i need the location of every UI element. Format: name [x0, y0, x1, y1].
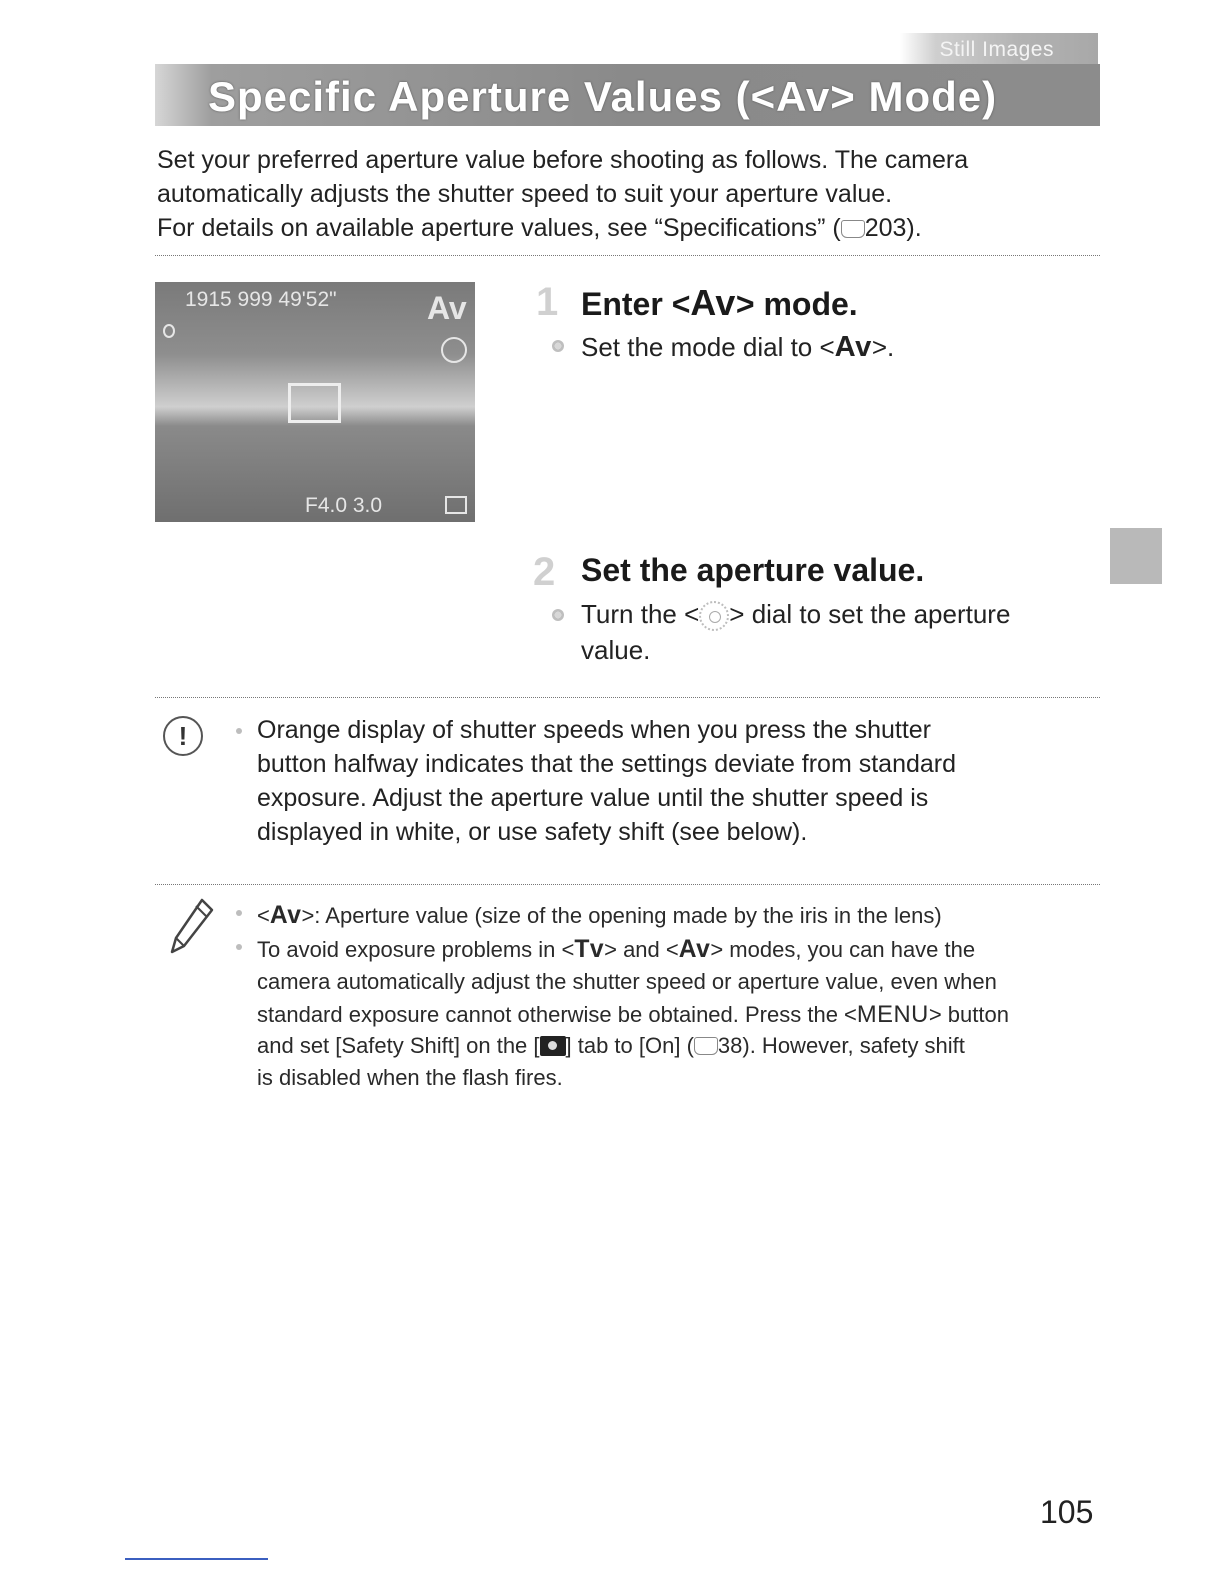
control-dial-icon — [699, 601, 729, 631]
intro-line-1: Set your preferred aperture value before shooting as follows. The camera — [157, 146, 969, 174]
book-icon — [694, 1037, 718, 1055]
chapter-side-tab — [1110, 528, 1162, 584]
book-icon — [841, 220, 865, 238]
step-2-text-line-2: value. — [581, 635, 651, 665]
bullet-icon — [236, 728, 242, 734]
camera-tab-icon — [540, 1036, 566, 1056]
caution-line-1: Orange display of shutter speeds when you press the shutter — [257, 716, 931, 744]
note-line-4-suffix: > button — [928, 1002, 1009, 1027]
divider — [155, 255, 1100, 256]
step-bullet-icon — [552, 340, 564, 352]
image-stabilizer-icon — [445, 496, 467, 514]
step-2-title: Set the aperture value. — [581, 552, 925, 588]
section-tab: Still Images — [900, 33, 1098, 67]
note-item-2-c: > modes, you can have the — [710, 937, 976, 962]
menu-button-label: MENU — [856, 1001, 929, 1028]
af-frame — [288, 383, 341, 423]
divider — [155, 697, 1100, 698]
note-line-6: is disabled when the flash fires. — [257, 1065, 563, 1090]
divider — [155, 884, 1100, 885]
caution-line-3: exposure. Adjust the aperture value until the shutter speed is — [257, 784, 929, 812]
note-item-1 — [257, 902, 942, 930]
note-line-4-prefix: standard exposure cannot otherwise be obtained. Press the < — [257, 1002, 857, 1027]
step-1-number: 1 — [536, 280, 559, 324]
step-2-number: 2 — [533, 550, 556, 594]
note-line-4 — [257, 1001, 1009, 1029]
note-line-5-b: ] tab to [On] ( — [565, 1033, 694, 1058]
camera-screen-image — [155, 282, 475, 522]
pencil-note-icon — [168, 896, 216, 956]
step-1-text-prefix: Set the mode dial to < — [581, 332, 835, 362]
bullet-icon — [236, 944, 242, 950]
bottom-rule — [125, 1558, 268, 1560]
intro-line-3-suffix: 203). — [864, 214, 922, 242]
note-item-2-b: > and < — [604, 937, 679, 962]
intro-line-3-prefix: For details on available aperture values, see “Specifications” ( — [157, 214, 841, 242]
av-mode-label: Av — [269, 902, 302, 929]
step-2-text — [581, 599, 1010, 631]
intro-line-3 — [157, 214, 922, 243]
step-1-title — [581, 283, 858, 324]
note-item-2 — [257, 936, 975, 964]
page-title: Specific Aperture Values (<Av> Mode) — [208, 73, 998, 120]
note-item-1-prefix: < — [257, 903, 270, 928]
av-mode-label: Av — [678, 936, 711, 963]
caution-line-4: displayed in white, or use safety shift (see below). — [257, 818, 808, 846]
step-2-text-prefix: Turn the < — [581, 599, 700, 629]
av-mode-label: Av — [690, 283, 736, 323]
intro-line-2: automatically adjusts the shutter speed to suit your aperture value. — [157, 180, 893, 208]
screen-mode: Av — [427, 290, 467, 326]
flash-off-icon — [441, 337, 467, 363]
step-bullet-icon — [552, 609, 564, 621]
step-1-title-suffix: > mode. — [735, 286, 858, 322]
step-2-text-suffix: > dial to set the aperture — [729, 599, 1011, 629]
screen-bottom-info: F4.0 3.0 — [305, 494, 383, 517]
page-number: 105 — [1040, 1494, 1094, 1530]
av-mode-label: Av — [834, 331, 872, 363]
bullet-icon — [236, 910, 242, 916]
self-timer-icon — [163, 324, 175, 338]
step-1-text-suffix: >. — [871, 332, 895, 362]
step-1-text — [581, 331, 894, 364]
note-line-5 — [257, 1033, 965, 1059]
note-line-5-a: and set [Safety Shift] on the [ — [257, 1033, 540, 1058]
caution-line-2: button halfway indicates that the settings deviate from standard — [257, 750, 957, 778]
note-item-2-a: To avoid exposure problems in < — [257, 937, 575, 962]
note-line-3: camera automatically adjust the shutter speed or aperture value, even when — [257, 969, 997, 994]
tv-mode-label: Tv — [574, 936, 605, 963]
screen-info-top: 1915 999 49'52" — [185, 288, 337, 311]
step-1-title-prefix: Enter < — [581, 286, 691, 322]
note-item-1-suffix: >: Aperture value (size of the opening made by the iris in the lens) — [301, 903, 942, 928]
note-line-5-c: 38). However, safety shift — [717, 1033, 965, 1058]
caution-icon: ! — [163, 716, 203, 756]
